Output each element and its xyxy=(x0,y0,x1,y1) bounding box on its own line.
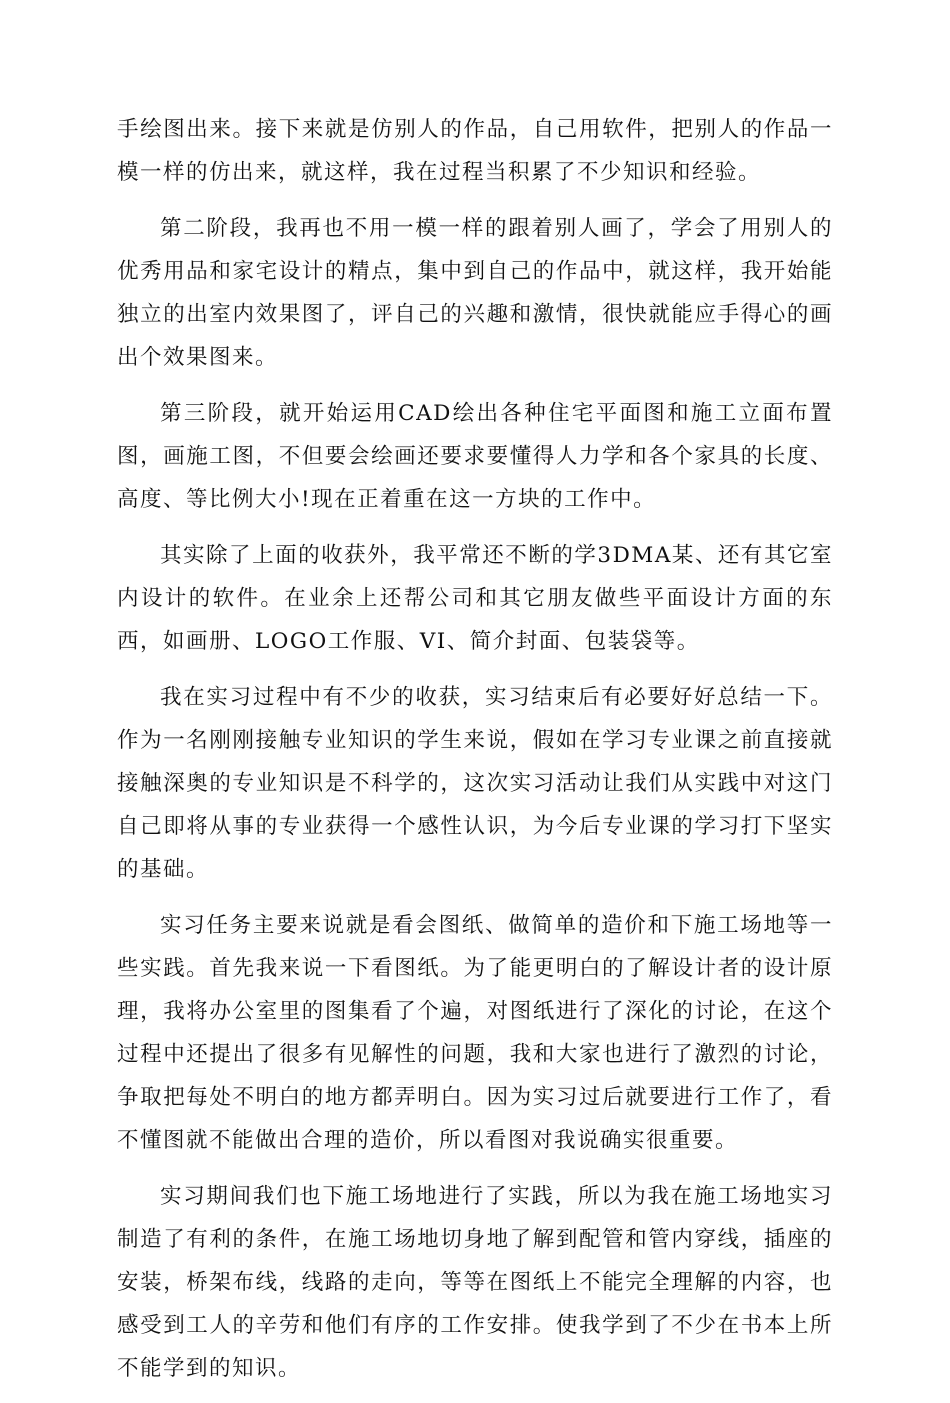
paragraph-drawings: 实习任务主要来说就是看会图纸、做简单的造价和下施工场地等一些实践。首先我来说一下看图纸。为了能更明白的了解设计者的设计原理，我将办公室里的图集看了个遍，对图纸进行了深化的讨论，在这个过程中还提出了很多有见解性的问题，我和大家也进行了激烈的讨论，争取把每处不明白的地方都弄明白。因为实习过后就要进行工作了，看不懂图就不能做出合理的造价，所以看图对我说确实很重要。 xyxy=(117,913,833,1153)
document-body xyxy=(117,108,833,1403)
paragraph-summary: 我在实习过程中有不少的收获，实习结束后有必要好好总结一下。作为一名刚刚接触专业知识的学生来说，假如在学习专业课之前直接就接触深奥的专业知识是不科学的，这次实习活动让我们从实践中对这门自己即将从事的专业获得一个感性认识，为今后专业课的学习打下坚实的基础。 xyxy=(117,685,833,882)
paragraph-other-gains: 其实除了上面的收获外，我平常还不断的学3DMA某、还有其它室内设计的软件。在业余上还帮公司和其它朋友做些平面设计方面的东西，如画册、LOGO工作服、VI、简介封面、包装袋等。 xyxy=(117,543,833,654)
paragraph-continuation: 手绘图出来。接下来就是仿别人的作品，自己用软件，把别人的作品一模一样的仿出来，就这样，我在过程当积累了不少知识和经验。 xyxy=(117,117,833,185)
paragraph-site-practice: 实习期间我们也下施工场地进行了实践，所以为我在施工场地实习制造了有利的条件，在施工场地切身地了解到配管和管内穿线，插座的安装，桥架布线，线路的走向，等等在图纸上不能完全理解的内容，也感受到工人的辛劳和他们有序的工作安排。使我学到了不少在书本上所不能学到的知识。 xyxy=(117,1184,833,1381)
paragraph-stage-three: 第三阶段，就开始运用CAD绘出各种住宅平面图和施工立面布置图，画施工图，不但要会绘画还要求要懂得人力学和各个家具的长度、高度、等比例大小!现在正着重在这一方块的工作中。 xyxy=(117,401,833,512)
paragraph-stage-two: 第二阶段，我再也不用一模一样的跟着别人画了，学会了用别人的优秀用品和家宅设计的精点，集中到自己的作品中，就这样，我开始能独立的出室内效果图了，评自己的兴趣和激情，很快就能应手得心的画出个效果图来。 xyxy=(117,216,833,370)
